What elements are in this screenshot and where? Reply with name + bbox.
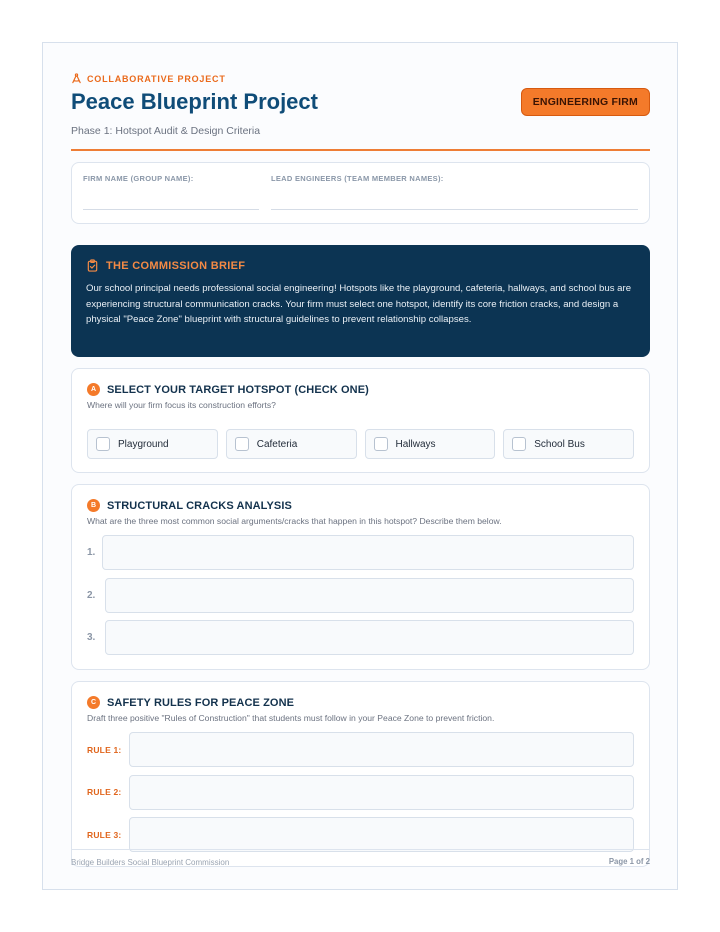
section-c-badge: C <box>87 696 100 709</box>
page-content <box>71 73 650 867</box>
cracks-list <box>87 535 634 655</box>
firm-info-card <box>71 162 650 224</box>
section-b-description: What are the three most common social arguments/cracks that happen in this hotspot? Describe them below. <box>87 516 502 526</box>
brief-header <box>86 259 635 272</box>
brief-title: THE COMMISSION BRIEF <box>106 259 246 272</box>
section-c-title: SAFETY RULES FOR PEACE ZONE <box>107 696 295 709</box>
section-hotspot <box>71 368 650 473</box>
firm-name-label: FIRM NAME (GROUP NAME): <box>83 174 194 183</box>
lead-engineers-field[interactable] <box>271 209 638 210</box>
clipboard-check-icon <box>86 259 99 272</box>
section-a-badge: A <box>87 383 100 396</box>
section-b-title: STRUCTURAL CRACKS ANALYSIS <box>107 499 292 512</box>
crack-number: 2. <box>87 589 96 601</box>
section-c-header <box>87 696 634 709</box>
checkbox-school-bus[interactable] <box>512 437 526 451</box>
brief-text: Our school principal needs professional social engineering! Hotspots like the playground, cafeteria, hallways, and school bus are experiencing structural communication cracks. Your firm must select one hotspot, identify its core friction cracks, and design a physical "Peace Zone" blueprint with structural guidelines to prevent relationship collapses. <box>86 283 632 326</box>
rule-input-2[interactable] <box>129 775 634 810</box>
hotspot-option-cafeteria[interactable] <box>226 429 357 459</box>
crack-input-3[interactable] <box>105 620 634 655</box>
worksheet-page <box>42 42 678 890</box>
section-b-badge: B <box>87 499 100 512</box>
checkbox-playground[interactable] <box>96 437 110 451</box>
section-a-description: Where will your firm focus its construction efforts? <box>87 400 276 410</box>
checkbox-cafeteria[interactable] <box>235 437 249 451</box>
hotspot-options <box>87 429 634 459</box>
hotspot-label: Playground <box>118 438 169 450</box>
crack-row <box>87 535 634 570</box>
hotspot-option-playground[interactable] <box>87 429 218 459</box>
rule-row <box>87 732 634 767</box>
crack-number: 3. <box>87 632 96 643</box>
crack-row <box>87 578 634 613</box>
page-title: Peace Blueprint Project <box>71 89 318 114</box>
rule-input-3[interactable] <box>129 817 634 852</box>
hotspot-label: School Bus <box>534 438 585 450</box>
eyebrow-label: COLLABORATIVE PROJECT <box>87 73 226 84</box>
rule-row <box>87 775 634 810</box>
section-safety-rules <box>71 681 650 867</box>
hotspot-option-school-bus[interactable] <box>503 429 634 459</box>
checkbox-hallways[interactable] <box>374 437 388 451</box>
hotspot-label: Cafeteria <box>256 438 298 450</box>
section-c-description: Draft three positive "Rules of Construction" that students must follow in your Peace Zone to prevent friction. <box>87 713 495 723</box>
section-a-header <box>87 383 634 396</box>
crack-input-1[interactable] <box>102 535 634 570</box>
section-cracks <box>71 484 650 670</box>
hotspot-label: Hallways <box>395 438 436 450</box>
firm-name-field[interactable] <box>83 209 259 210</box>
hotspot-option-hallways[interactable] <box>365 429 496 459</box>
page-number: Page 1 of 2 <box>608 857 650 866</box>
compass-icon <box>71 73 82 84</box>
rule-label: RULE 2: <box>87 787 122 797</box>
commission-brief <box>71 245 650 357</box>
section-b-header <box>87 499 634 512</box>
rule-label: RULE 3: <box>87 829 122 840</box>
rule-input-1[interactable] <box>129 732 634 767</box>
eyebrow <box>71 73 650 84</box>
rule-label: RULE 1: <box>87 744 122 755</box>
rule-row <box>87 817 634 852</box>
page-footer <box>71 849 650 867</box>
rules-list <box>87 732 634 852</box>
header-divider <box>71 149 650 151</box>
crack-row <box>87 620 634 655</box>
crack-number: 1. <box>87 547 96 558</box>
crack-input-2[interactable] <box>105 578 634 613</box>
section-a-title: SELECT YOUR TARGET HOTSPOT (CHECK ONE) <box>107 383 369 396</box>
lead-engineers-label: LEAD ENGINEERS (TEAM MEMBER NAMES): <box>271 174 444 183</box>
title-row <box>71 84 650 124</box>
footer-organization: Bridge Builders Social Blueprint Commission <box>71 858 230 867</box>
role-badge: ENGINEERING FIRM <box>521 88 650 116</box>
page-subtitle: Phase 1: Hotspot Audit & Design Criteria <box>71 125 261 137</box>
